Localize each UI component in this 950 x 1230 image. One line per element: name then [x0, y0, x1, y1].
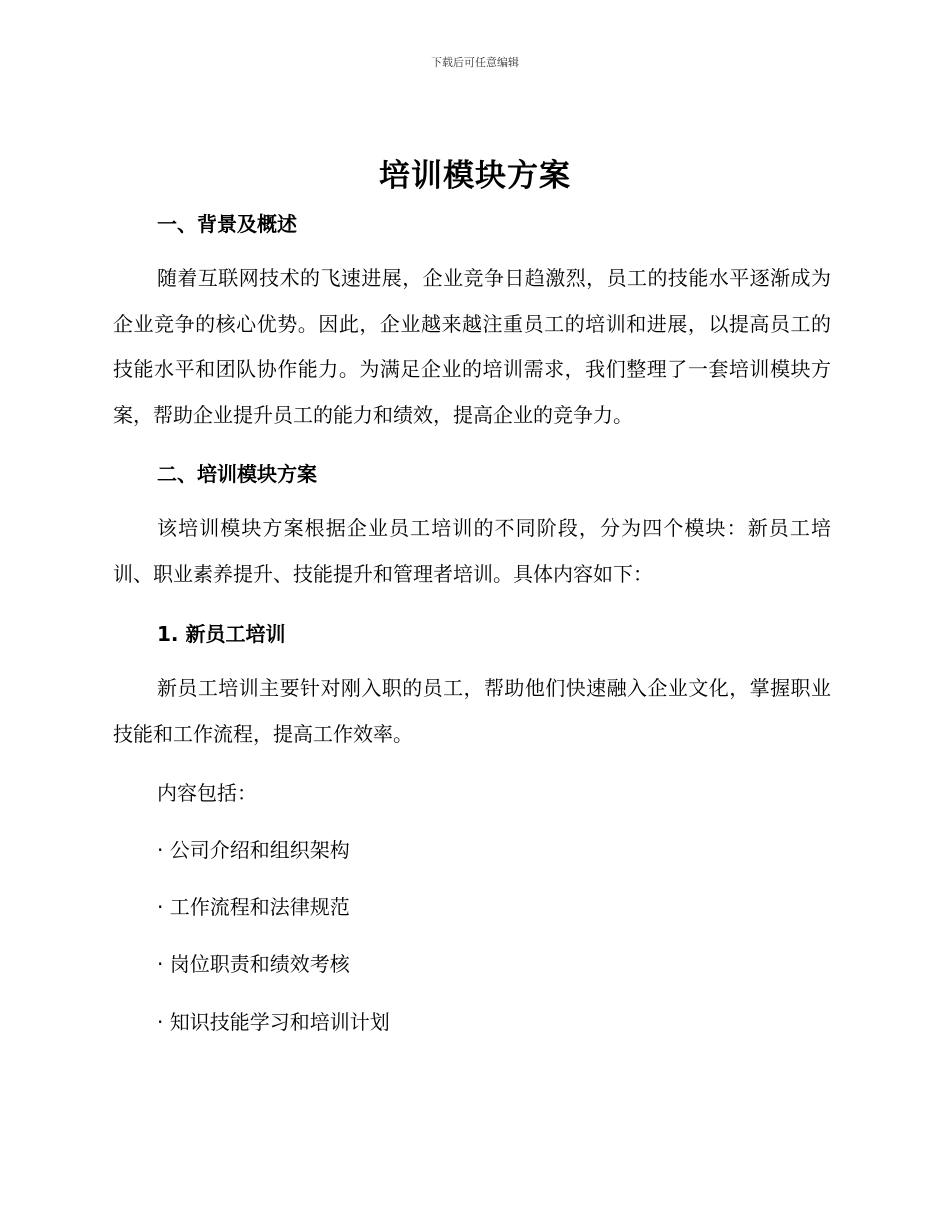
list-item: · 知识技能学习和培训计划	[157, 1010, 390, 1034]
section-heading-modules: 二、培训模块方案	[157, 462, 317, 486]
header-note: 下载后可任意编辑	[431, 56, 519, 69]
paragraph-modules-overview: 该培训模块方案根据企业员工培训的不同阶段，分为四个模块：新员工培训、职业素养提升、技能提升和管理者培训。具体内容如下：	[113, 516, 831, 586]
list-item: · 公司介绍和组织架构	[157, 838, 350, 862]
section-heading-background: 一、背景及概述	[157, 212, 297, 236]
list-item: · 工作流程和法律规范	[157, 895, 350, 919]
paragraph-background: 随着互联网技术的飞速进展，企业竞争日趋激烈，员工的技能水平逐渐成为企业竞争的核心优势。因此，企业越来越注重员工的培训和进展，以提高员工的技能水平和团队协作能力。为满足企业的培训需求，我们整理了一套培训模块方案，帮助企业提升员工的能力和绩效，提高企业的竞争力。	[113, 266, 831, 427]
list-item: · 岗位职责和绩效考核	[157, 952, 350, 976]
contents-label: 内容包括：	[157, 781, 257, 805]
sub-heading-new-employee-training: 1. 新员工培训	[157, 622, 286, 646]
document-title: 培训模块方案	[379, 158, 571, 194]
paragraph-new-employee-training: 新员工培训主要针对刚入职的员工，帮助他们快速融入企业文化，掌握职业技能和工作流程，提高工作效率。	[113, 676, 831, 746]
